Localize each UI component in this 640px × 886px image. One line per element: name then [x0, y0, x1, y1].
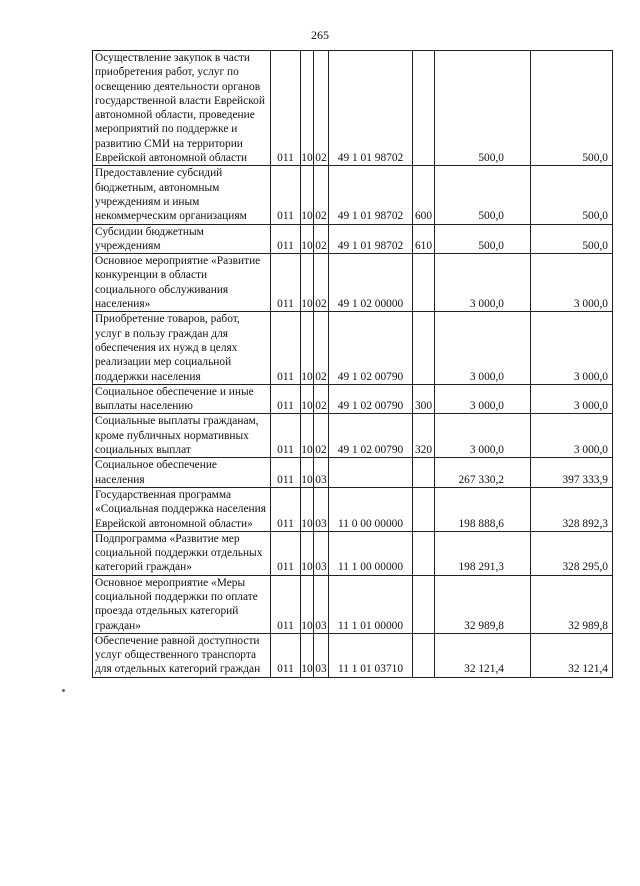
row-amount-year-1: 198 291,3	[435, 531, 531, 575]
row-subsection-code: 02	[314, 166, 329, 224]
row-amount-year-2: 3 000,0	[531, 312, 613, 384]
row-ministry-code: 011	[271, 312, 301, 384]
row-name: Субсидии бюджетным учреждениям	[93, 224, 271, 254]
row-expense-type-code: 610	[413, 224, 435, 254]
row-ministry-code: 011	[271, 254, 301, 312]
row-subsection-code: 02	[314, 384, 329, 414]
row-ministry-code: 011	[271, 414, 301, 458]
row-subsection-code: 03	[314, 458, 329, 488]
row-ministry-code: 011	[271, 166, 301, 224]
row-subsection-code: 02	[314, 224, 329, 254]
row-name: Предоставление субсидий бюджетным, автономным учреждениям и иным некоммерческим организациям	[93, 166, 271, 224]
row-subsection-code: 02	[314, 414, 329, 458]
row-target-article-code: 11 0 00 00000	[329, 487, 413, 531]
row-amount-year-1: 500,0	[435, 51, 531, 166]
row-amount-year-2: 32 121,4	[531, 633, 613, 677]
row-subsection-code: 02	[314, 254, 329, 312]
row-amount-year-1: 3 000,0	[435, 312, 531, 384]
row-expense-type-code: 320	[413, 414, 435, 458]
table-row	[93, 312, 613, 384]
row-section-code: 10	[301, 458, 314, 488]
table-row	[93, 487, 613, 531]
table-row	[93, 458, 613, 488]
row-ministry-code: 011	[271, 458, 301, 488]
row-amount-year-2: 32 989,8	[531, 575, 613, 633]
row-amount-year-2: 328 295,0	[531, 531, 613, 575]
row-expense-type-code	[413, 51, 435, 166]
row-section-code: 10	[301, 414, 314, 458]
row-target-article-code: 49 1 02 00790	[329, 414, 413, 458]
row-expense-type-code	[413, 254, 435, 312]
row-amount-year-2: 3 000,0	[531, 414, 613, 458]
row-target-article-code	[329, 458, 413, 488]
row-amount-year-1: 3 000,0	[435, 254, 531, 312]
row-name: Основное мероприятие «Развитие конкуренции в области социального обслуживания населения»	[93, 254, 271, 312]
row-section-code: 10	[301, 51, 314, 166]
row-subsection-code: 02	[314, 312, 329, 384]
scan-dot	[62, 689, 65, 692]
row-subsection-code: 02	[314, 51, 329, 166]
row-target-article-code: 11 1 01 03710	[329, 633, 413, 677]
row-amount-year-2: 397 333,9	[531, 458, 613, 488]
row-amount-year-2: 3 000,0	[531, 384, 613, 414]
row-target-article-code: 49 1 02 00790	[329, 384, 413, 414]
row-ministry-code: 011	[271, 384, 301, 414]
row-name: Осуществление закупок в части приобретения работ, услуг по освещению деятельности органов государственной власти Еврейской автономной области, проведение мероприятий по поддержке и развитию СМИ на территории Еврейской автономной области	[93, 51, 271, 166]
row-section-code: 10	[301, 312, 314, 384]
table-body	[93, 51, 613, 678]
row-expense-type-code	[413, 487, 435, 531]
table-row	[93, 575, 613, 633]
row-name: Социальные выплаты гражданам, кроме публичных нормативных социальных выплат	[93, 414, 271, 458]
row-section-code: 10	[301, 224, 314, 254]
row-ministry-code: 011	[271, 51, 301, 166]
row-amount-year-2: 500,0	[531, 224, 613, 254]
row-amount-year-1: 500,0	[435, 224, 531, 254]
row-amount-year-2: 3 000,0	[531, 254, 613, 312]
row-name: Социальное обеспечение населения	[93, 458, 271, 488]
row-name: Основное мероприятие «Меры социальной поддержки по оплате проезда отдельных категорий граждан»	[93, 575, 271, 633]
row-ministry-code: 011	[271, 224, 301, 254]
row-amount-year-2: 328 892,3	[531, 487, 613, 531]
table-row	[93, 633, 613, 677]
row-expense-type-code: 600	[413, 166, 435, 224]
row-target-article-code: 49 1 01 98702	[329, 224, 413, 254]
row-amount-year-1: 32 989,8	[435, 575, 531, 633]
row-subsection-code: 03	[314, 575, 329, 633]
row-amount-year-2: 500,0	[531, 51, 613, 166]
row-target-article-code: 49 1 01 98702	[329, 51, 413, 166]
row-section-code: 10	[301, 531, 314, 575]
row-amount-year-2: 500,0	[531, 166, 613, 224]
row-expense-type-code	[413, 575, 435, 633]
row-ministry-code: 011	[271, 633, 301, 677]
table-row	[93, 254, 613, 312]
row-expense-type-code: 300	[413, 384, 435, 414]
row-name: Подпрограмма «Развитие мер социальной поддержки отдельных категорий граждан»	[93, 531, 271, 575]
row-target-article-code: 49 1 02 00000	[329, 254, 413, 312]
table-row	[93, 224, 613, 254]
row-name: Приобретение товаров, работ, услуг в пользу граждан для обеспечения их нужд в целях реализации мер социальной поддержки населения	[93, 312, 271, 384]
row-name: Обеспечение равной доступности услуг общественного транспорта для отдельных категорий граждан	[93, 633, 271, 677]
row-amount-year-1: 32 121,4	[435, 633, 531, 677]
row-section-code: 10	[301, 575, 314, 633]
table-row	[93, 414, 613, 458]
row-amount-year-1: 3 000,0	[435, 384, 531, 414]
row-target-article-code: 49 1 02 00790	[329, 312, 413, 384]
row-section-code: 10	[301, 166, 314, 224]
row-expense-type-code	[413, 458, 435, 488]
row-section-code: 10	[301, 633, 314, 677]
row-subsection-code: 03	[314, 487, 329, 531]
row-name: Социальное обеспечение и иные выплаты населению	[93, 384, 271, 414]
row-ministry-code: 011	[271, 575, 301, 633]
row-amount-year-1: 500,0	[435, 166, 531, 224]
row-target-article-code: 11 1 01 00000	[329, 575, 413, 633]
row-amount-year-1: 3 000,0	[435, 414, 531, 458]
row-amount-year-1: 267 330,2	[435, 458, 531, 488]
table-row	[93, 166, 613, 224]
page-number: 265	[311, 28, 329, 42]
row-ministry-code: 011	[271, 531, 301, 575]
row-subsection-code: 03	[314, 633, 329, 677]
table-row	[93, 384, 613, 414]
row-target-article-code: 11 1 00 00000	[329, 531, 413, 575]
row-expense-type-code	[413, 633, 435, 677]
table-row	[93, 531, 613, 575]
row-expense-type-code	[413, 531, 435, 575]
row-name: Государственная программа «Социальная поддержка населения Еврейской автономной области»	[93, 487, 271, 531]
budget-table	[92, 50, 613, 678]
row-section-code: 10	[301, 384, 314, 414]
row-section-code: 10	[301, 254, 314, 312]
row-expense-type-code	[413, 312, 435, 384]
row-ministry-code: 011	[271, 487, 301, 531]
row-subsection-code: 03	[314, 531, 329, 575]
row-target-article-code: 49 1 01 98702	[329, 166, 413, 224]
row-amount-year-1: 198 888,6	[435, 487, 531, 531]
table-row	[93, 51, 613, 166]
row-section-code: 10	[301, 487, 314, 531]
